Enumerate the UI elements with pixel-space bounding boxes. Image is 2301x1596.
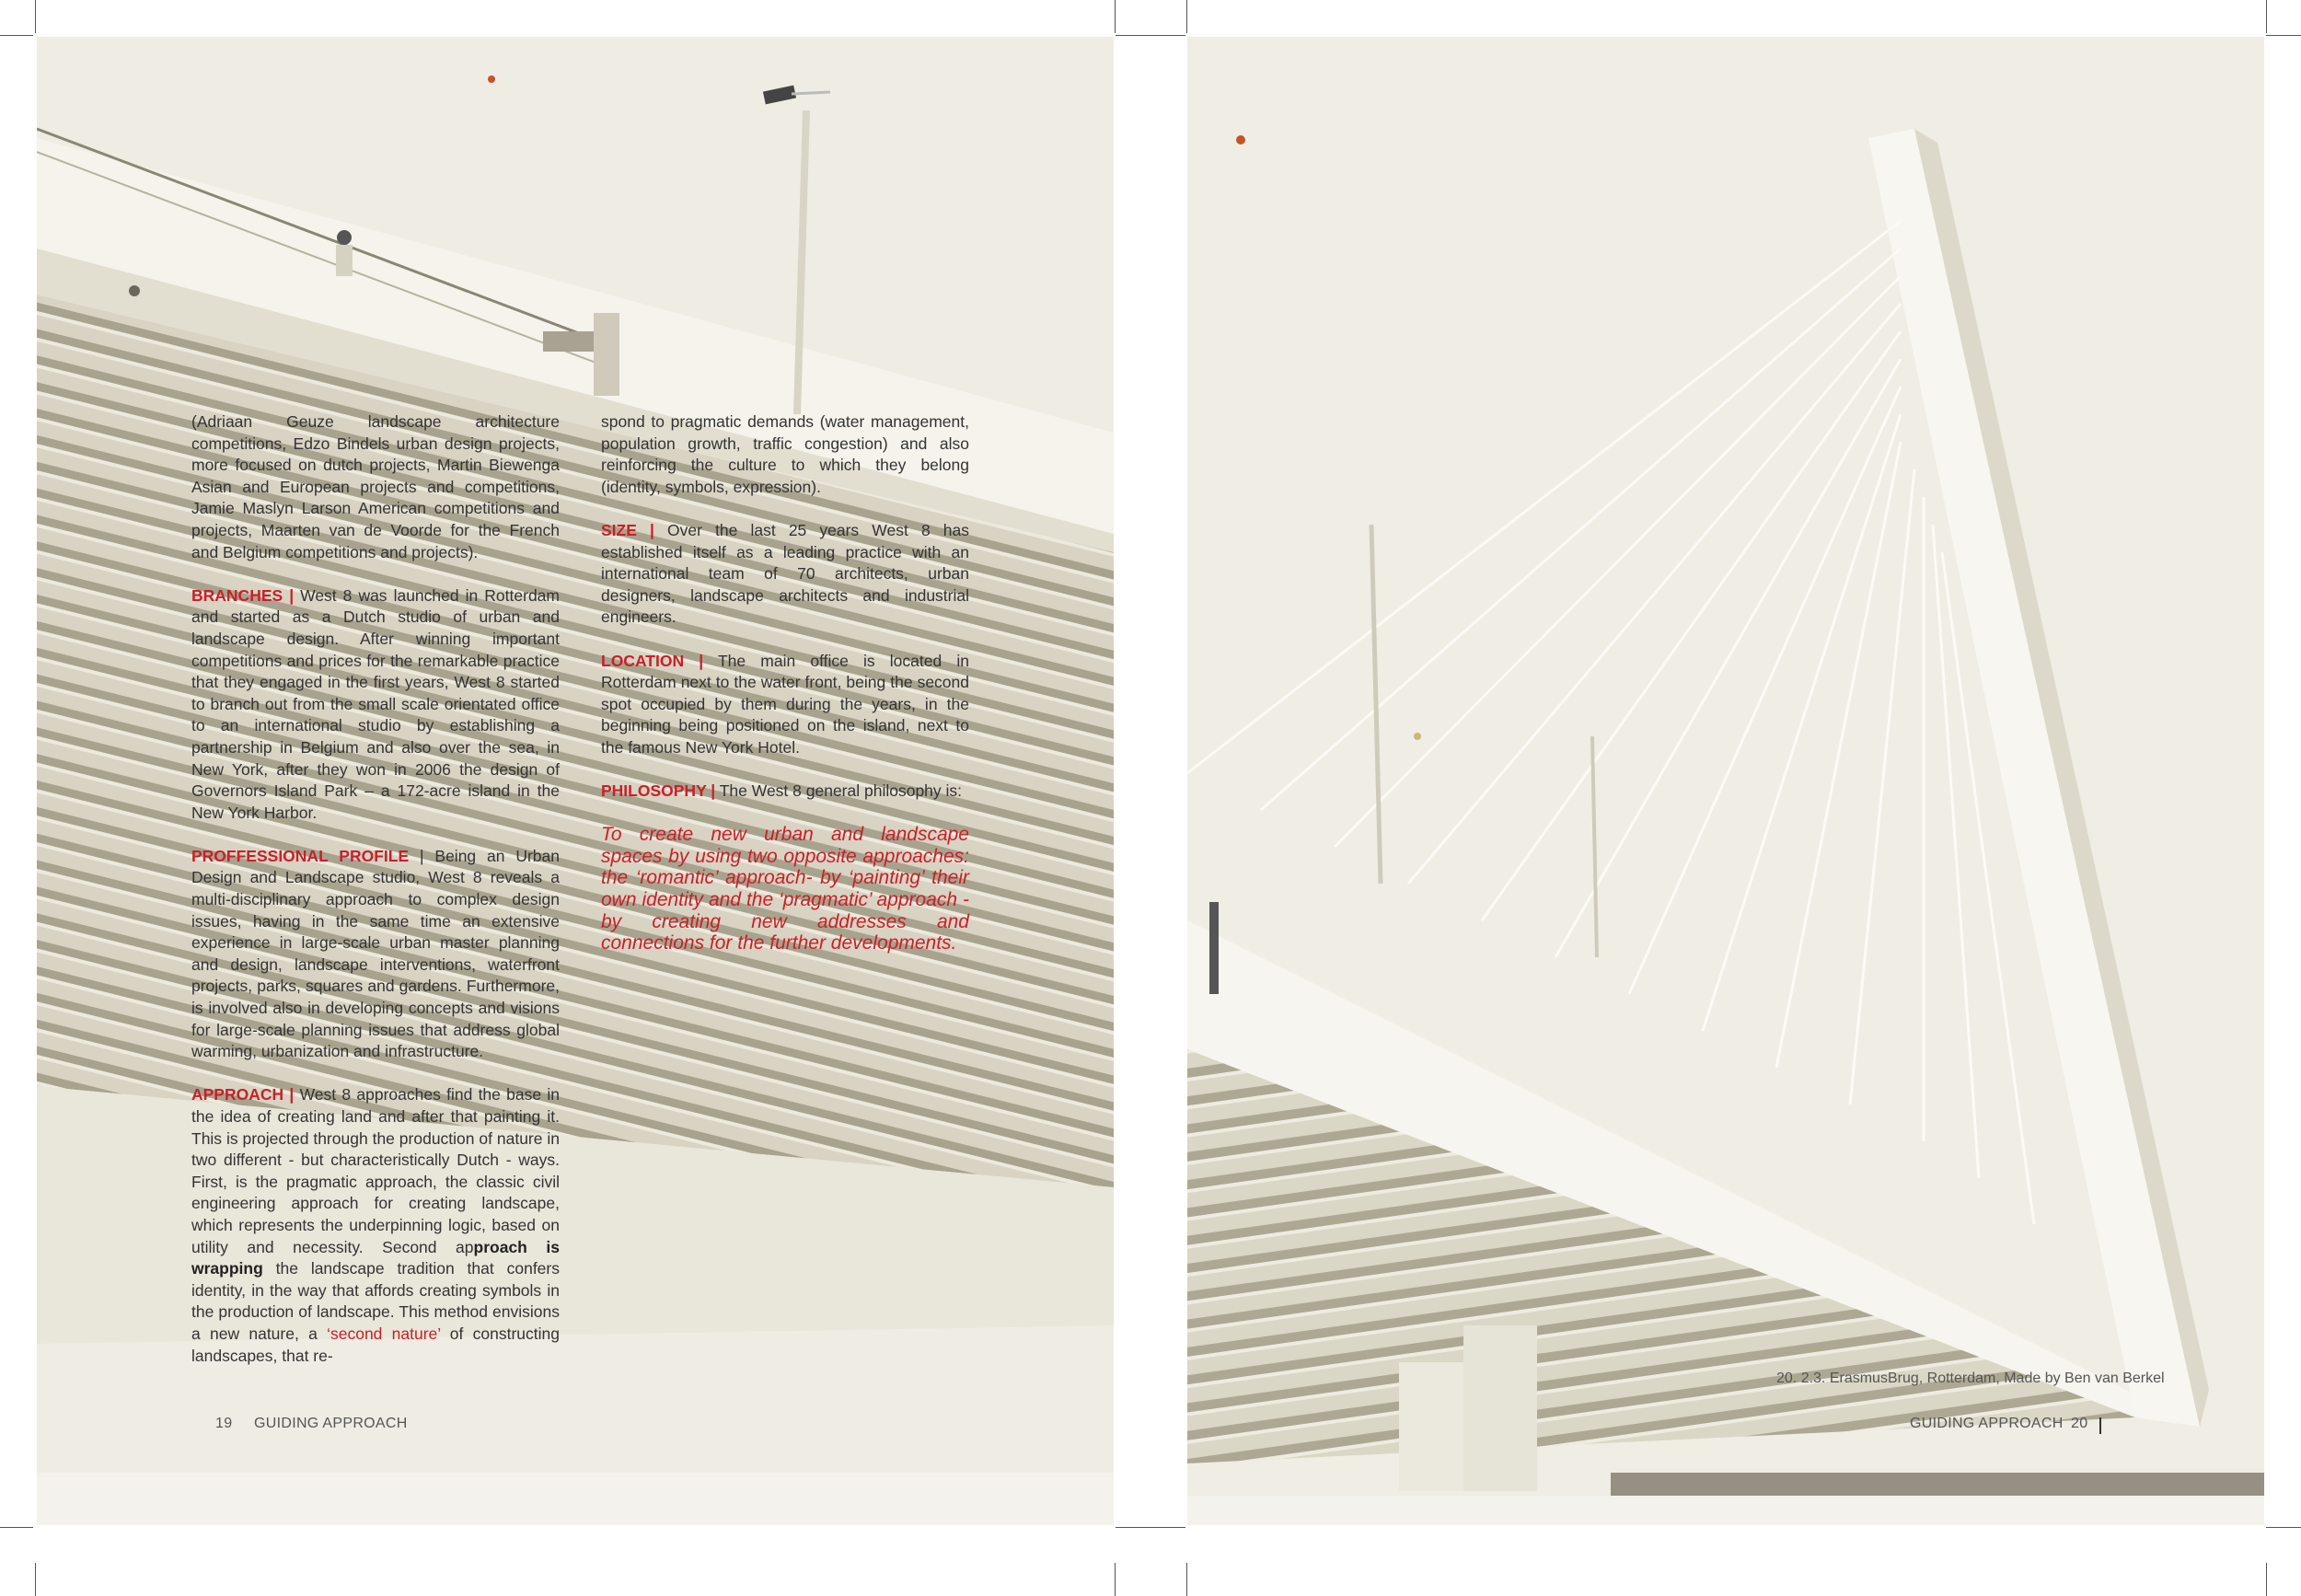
footer-marker [2099, 1417, 2101, 1434]
location-text: The main office is located in Rotterdam next to the water front, being the second spot occupied by them during the years, in the beginning being positioned on the island, next to the famous New York Hotel. [601, 651, 969, 757]
crop-mark [35, 0, 36, 33]
erasmus-bridge-photo [1187, 37, 2264, 1525]
crop-mark [1116, 35, 1185, 36]
crop-mark [1115, 0, 1116, 33]
figure-caption: 20. 2.3. ErasmusBrug, Rotterdam, Made by Ben van Berkel [1776, 1370, 2165, 1386]
crop-mark [2266, 1563, 2267, 1596]
running-footer-right: GUIDING APPROACH [1910, 1416, 2064, 1431]
page-number-right: 20 [2071, 1416, 2088, 1431]
crop-mark [2266, 35, 2301, 36]
crop-mark [1186, 1563, 1187, 1596]
approach-text: West 8 approaches find the base in the idea of creating land and after that painting it. This is projected through the production of nature in two different - but characteristically Dutch - ways. First, is the pragmatic approach, the classic civil engineering approach for creating landscape, which represents the underpinning logic, based on utility and necessity. Second ap [191, 1085, 560, 1256]
text-column-2 [601, 411, 969, 976]
location-paragraph [601, 651, 969, 759]
branches-heading: BRANCHES | [191, 585, 295, 605]
philosophy-quote: To create new urban and landscape spaces by using two opposite approaches: the ‘romantic’ approach- by ‘painting’ their own identity and the ‘pragmatic’ approach - by creating new addresses and connections for the further developments. [601, 824, 969, 954]
branches-paragraph [191, 585, 560, 825]
crop-mark [1186, 0, 1187, 33]
running-footer-left: GUIDING APPROACH [254, 1416, 408, 1431]
right-page [1187, 37, 2264, 1525]
size-heading: SIZE | [601, 520, 654, 539]
approach-heading: APPROACH | [191, 1085, 295, 1104]
profile-text: | Being an Urban Design and Landscape studio, West 8 reveals a multi-disciplinary approach to complex design issues, having in the same time an extensive experience in large-scale urban master planning and design, landscape interventions, waterfront projects, parks, squares and gardens. Furthermore, is involved also in developing concepts and visions for large-scale planning issues that address global warming, urbanization and infrastructure. [191, 846, 560, 1061]
continued-paragraph: spond to pragmatic demands (water management, population growth, traffic congestion) and also reinforcing the culture to which they belong (identity, symbols, expression). [601, 412, 969, 496]
philosophy-text: The West 8 general philosophy is: [715, 781, 963, 801]
approach-bold: proach is wrapping [191, 1237, 560, 1278]
crop-mark [0, 35, 33, 36]
size-text: Over the last 25 years West 8 has established itself as a leading practice with an international team of 70 architects, urban designers, landscape architects and industrial engineers. [601, 520, 969, 627]
crop-mark [2266, 1527, 2301, 1528]
crop-mark [1116, 1527, 1185, 1528]
approach-paragraph [191, 1084, 560, 1367]
branches-text: West 8 was launched in Rotterdam and started as a Dutch studio of urban and landscape design. After winning important competitions and prices for the remarkable practice that they engaged in the first years, West 8 started to branch out from the small scale orientated office to an international studio by establishing a partnership in Belgium and also over the sea, in New York, after they won in 2006 the design of Governors Island Park – a 172-acre island in the New York Harbor. [191, 585, 560, 822]
philosophy-heading: PHILOSOPHY | [601, 781, 716, 801]
profile-heading: PROFFESSIONAL PROFILE [191, 846, 410, 865]
location-heading: LOCATION | [601, 651, 704, 670]
intro-paragraph: (Adriaan Geuze landscape architecture competitions, Edzo Bindels urban design projects, more focused on dutch projects, Martin Biewenga Asian and European projects and competitions, Jamie Maslyn Larson American competitions and projects, Maarten van de Voorde for the French and Belgium competitions and projects). [191, 412, 560, 561]
text-column-1 [191, 411, 560, 1389]
crop-mark [35, 1563, 36, 1596]
second-nature-term: ‘second nature’ [327, 1324, 441, 1343]
philosophy-paragraph [601, 781, 969, 803]
profile-paragraph [191, 846, 560, 1063]
crop-mark [0, 1527, 33, 1528]
left-page [37, 37, 1114, 1525]
page-number-left: 19 [215, 1416, 233, 1431]
size-paragraph [601, 520, 969, 629]
crop-mark [1115, 1563, 1116, 1596]
crop-mark [2266, 0, 2267, 33]
approach-text-3: of constructing landscapes, that re- [191, 1324, 560, 1365]
approach-text-2: the landscape tradition that confers identity, in the way that affords creating symbols in the production of landscape. This method envisions a new nature, a [191, 1259, 560, 1343]
